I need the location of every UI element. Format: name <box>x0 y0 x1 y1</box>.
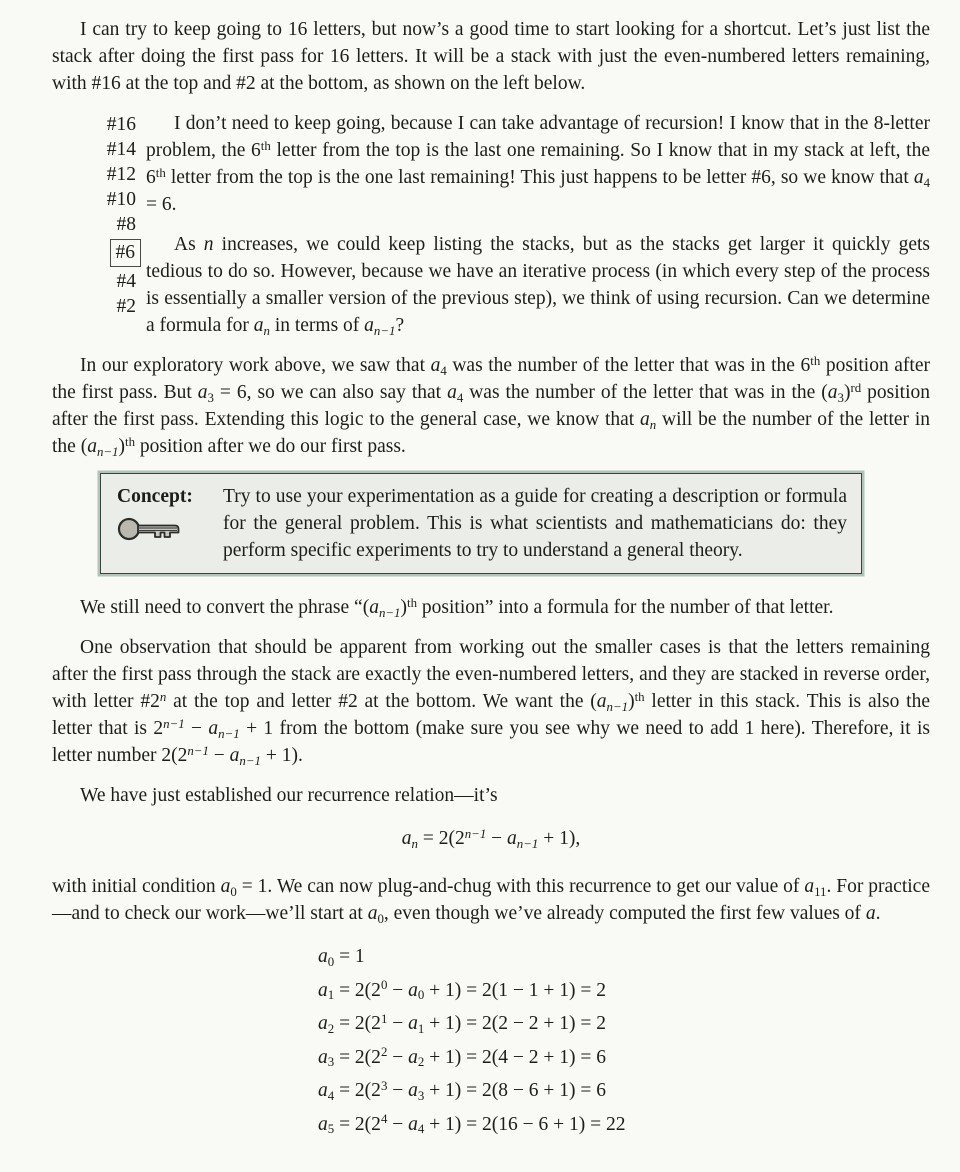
paragraph-exploratory: In our exploratory work above, we saw that $a_4$ was the number of the letter that was in the 6th position after the first pass. But $a_3 = 6$, so we can also say that $a_4$ was the number of the letter that was in the $(a_3)^{rd}$ position after the first pass. Extending this logic to the general case, we know that $a_n$ will be the number of the letter in the $(a_{n-1})^{th}$ position after we do our first pass. <box>52 353 931 459</box>
stack-item: #4 <box>116 271 136 292</box>
equation-line: $a_5 = 2(2^4 - a_4 + 1) = 2(16 - 6 + 1) = 22$ <box>318 1112 626 1137</box>
stack-adjacent-paragraphs <box>146 110 930 352</box>
concept-box-left-column <box>117 483 211 564</box>
paragraph-convert-phrase: We still need to convert the phrase “$(a_{n-1})^{th}$ position” into a formula for the number of that letter. <box>80 595 834 620</box>
equation-line: $a_0 = 1$ <box>318 946 365 969</box>
stack-item: #12 <box>106 164 136 185</box>
stack-item: #2 <box>116 296 136 317</box>
key-icon <box>117 516 183 544</box>
concept-box <box>100 473 862 574</box>
recurrence-equation: $a_n = 2(2^{n-1} - a_{n-1} + 1)$, <box>401 826 581 851</box>
stack-item: #10 <box>106 189 136 210</box>
equation-line: $a_2 = 2(2^1 - a_1 + 1) = 2(2 - 2 + 1) = 2$ <box>318 1011 607 1036</box>
concept-text: Try to use your experimentation as a guide for creating a description or formula for the general problem. This is what scientists and mathematicians do: they perform specific experiments to try to understand a general theory. <box>223 486 847 561</box>
stack-item: #14 <box>106 139 136 160</box>
equation-line: $a_3 = 2(2^2 - a_2 + 1) = 2(4 - 2 + 1) = 6$ <box>318 1045 607 1070</box>
stack-item: #8 <box>116 214 136 235</box>
concept-label: Concept: <box>117 486 193 507</box>
paragraph-observation: One observation that should be apparent from working out the smaller cases is that the letters remaining after the first pass through the stack are exactly the even-numbered letters, and they are stacked in reverse order, with letter #2$^n$ at the top and letter #2 at the bottom. We want the $(a_{n-1})^{th}$ letter in this stack. This is also the letter that is $2^{n-1} - a_{n-1} + 1$ from the bottom (make sure you see why we need to add 1 here). Therefore, it is letter number $2(2^{n-1} - a_{n-1} + 1)$. <box>52 637 930 768</box>
paragraph-as-n-increases: As n increases, we could keep listing the stacks, but as the stacks get larger it quickly gets tedious to do so. However, because we have an iterative process (in which every step of the process is essentially a smaller version of the previous step), we think of using recursion. Can we determine a formula for $a_n$ in terms of $a_{n-1}$? <box>146 234 930 338</box>
stack-item: #16 <box>106 114 136 135</box>
derivation-equations <box>318 940 930 1141</box>
equation-line: $a_1 = 2(2^0 - a_0 + 1) = 2(1 - 1 + 1) = 2$ <box>318 978 607 1003</box>
stack-and-text-row <box>52 110 930 352</box>
paragraph-recurrence-intro: We have just established our recurrence relation—it’s <box>80 785 498 806</box>
equation-line: $a_4 = 2(2^3 - a_3 + 1) = 2(8 - 6 + 1) = 6$ <box>318 1078 607 1103</box>
paragraph-intro: I can try to keep going to 16 letters, but now’s a good time to start looking for a shortcut. Let’s just list the stack after doing the first pass for 16 letters. It will be a stack with just the even-numbered letters remaining, with #16 at the top and #2 at the bottom, as shown on the left below. <box>52 19 930 94</box>
paragraph-recursion: I don’t need to keep going, because I can take advantage of recursion! I know that in the 8-letter problem, the 6th letter from the top is the last one remaining. So I know that in my stack at left, the 6th letter from the top is the one last remaining! This just happens to be letter #6, so we know that $a_4 = 6$. <box>146 113 930 215</box>
letter-stack-figure <box>52 110 146 319</box>
stack-item-boxed: #6 <box>110 239 142 267</box>
paragraph-initial-condition: with initial condition $a_0 = 1$. We can now plug-and-chug with this recurrence to get our value of $a_{11}$. For practice—and to check our work—we’ll start at $a_0$, even though we’ve already computed the first few values of a. <box>52 876 930 926</box>
